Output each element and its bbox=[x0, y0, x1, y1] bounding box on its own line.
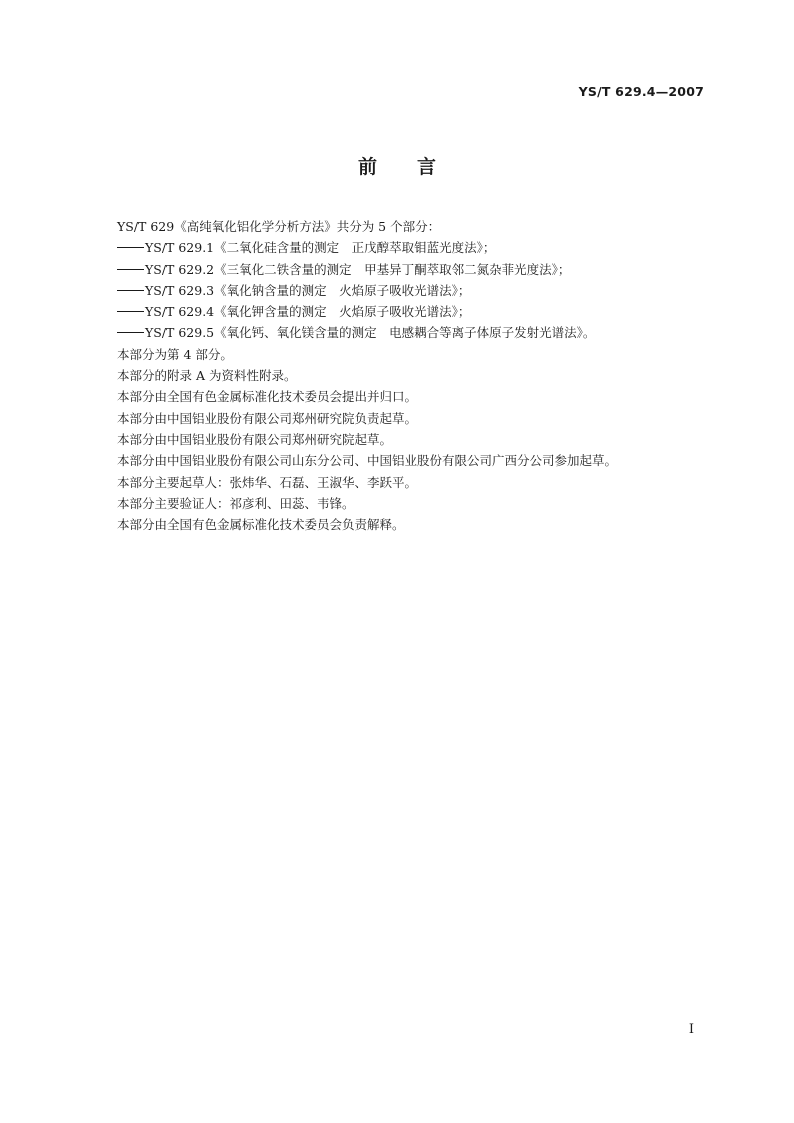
em-dash-icon bbox=[117, 332, 144, 333]
part-list-item bbox=[117, 301, 717, 322]
part-list-item bbox=[117, 237, 717, 258]
em-dash-icon bbox=[117, 269, 144, 270]
em-dash-icon bbox=[117, 290, 144, 291]
em-dash-icon bbox=[117, 247, 144, 248]
statement-paragraph: 本部分为第 4 部分。 bbox=[117, 346, 233, 362]
statement-paragraph: 本部分的附录 A 为资料性附录。 bbox=[117, 368, 297, 384]
part-text: YS/T 629.5《氧化钙、氧化镁含量的测定 电感耦合等离子体原子发射光谱法》。 bbox=[145, 325, 596, 341]
statement-paragraph: 本部分由全国有色金属标准化技术委员会负责解释。 bbox=[117, 517, 405, 533]
statement-paragraph: 本部分主要验证人：祁彦利、田蕊、韦锋。 bbox=[117, 495, 355, 511]
page-title bbox=[0, 152, 794, 179]
part-list-item bbox=[117, 322, 717, 343]
statement-paragraph: 本部分主要起草人：张炜华、石磊、王淑华、李跃平。 bbox=[117, 474, 418, 490]
page-title-char-1: 前 bbox=[357, 156, 377, 178]
standard-code: YS/T 629.4—2007 bbox=[578, 84, 704, 99]
statement-paragraph: 本部分由中国铝业股份有限公司山东分公司、中国铝业股份有限公司广西分公司参加起草。 bbox=[117, 453, 618, 469]
part-text: YS/T 629.4《氧化钾含量的测定 火焰原子吸收光谱法》； bbox=[145, 304, 471, 320]
page-number: I bbox=[688, 1022, 694, 1037]
page-title-char-2: 言 bbox=[417, 156, 437, 178]
part-list-item bbox=[117, 259, 717, 280]
em-dash-icon bbox=[117, 311, 144, 312]
part-list-item bbox=[117, 280, 717, 301]
part-text: YS/T 629.1《二氧化硅含量的测定 正戊醇萃取钼蓝光度法》； bbox=[145, 240, 496, 256]
statement-paragraph: 本部分由中国铝业股份有限公司郑州研究院负责起草。 bbox=[117, 410, 418, 426]
statement-paragraph: 本部分由中国铝业股份有限公司郑州研究院起草。 bbox=[117, 431, 393, 447]
part-text: YS/T 629.2《三氧化二铁含量的测定 甲基异丁酮萃取邻二氮杂菲光度法》； bbox=[145, 261, 571, 277]
foreword-body bbox=[117, 216, 717, 535]
statement-paragraph: 本部分由全国有色金属标准化技术委员会提出并归口。 bbox=[117, 389, 418, 405]
part-text: YS/T 629.3《氧化钠含量的测定 火焰原子吸收光谱法》； bbox=[145, 282, 471, 298]
intro-paragraph: YS/T 629《高纯氧化铝化学分析方法》共分为 5 个部分： bbox=[117, 219, 441, 234]
